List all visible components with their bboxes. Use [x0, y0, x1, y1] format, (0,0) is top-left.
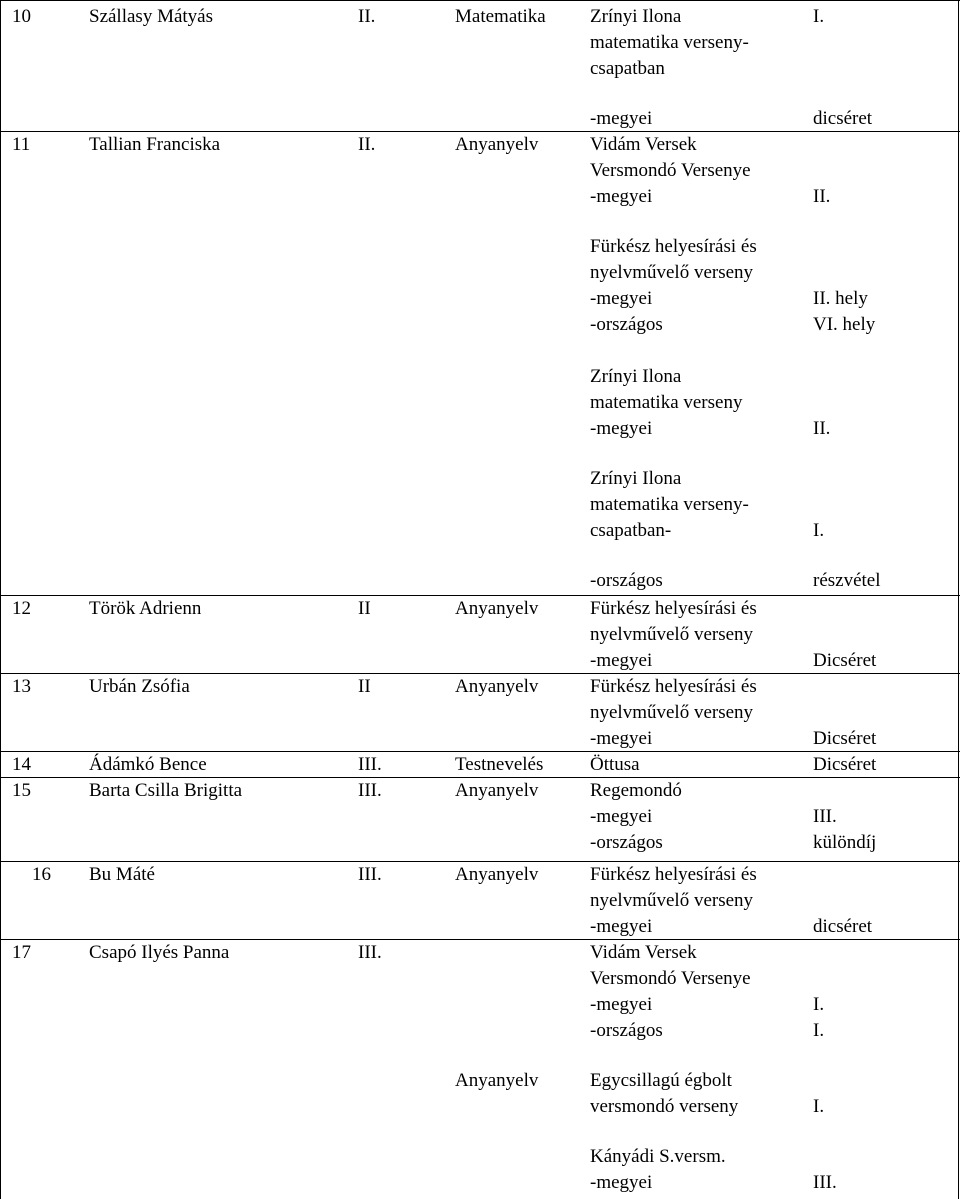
subject: Anyanyelv [455, 134, 539, 155]
subject: Anyanyelv [455, 780, 539, 801]
competition-line: nyelvművelő verseny [590, 262, 754, 283]
competition-line: csapatban- [590, 520, 672, 541]
competition-line: -országos [590, 570, 663, 591]
grade: III. [358, 780, 382, 801]
result: részvétel [813, 570, 881, 591]
result: II. [813, 418, 831, 439]
result: dicséret [813, 916, 873, 937]
result: VI. hely [813, 314, 876, 335]
competition-line: Fürkész helyesírási és [590, 676, 757, 697]
row-number: 14 [12, 754, 31, 775]
subject: Matematika [455, 6, 546, 27]
row-number: 13 [12, 676, 31, 697]
row-number: 17 [12, 942, 31, 963]
competition-line: -megyei [590, 650, 653, 671]
student-name: Csapó Ilyés Panna [89, 942, 230, 963]
competition-line: -országos [590, 314, 663, 335]
row-number: 16 [32, 864, 51, 885]
competition-line: -megyei [590, 418, 653, 439]
student-name: Urbán Zsófia [89, 676, 190, 697]
student-name: Barta Csilla Brigitta [89, 780, 243, 801]
competition-line: Fürkész helyesírási és [590, 864, 757, 885]
competition-line: Egycsillagú égbolt [590, 1070, 732, 1091]
grade: II. [358, 6, 376, 27]
result: Dicséret [813, 728, 877, 749]
competition-line: Regemondó [590, 780, 682, 801]
grade: III. [358, 864, 382, 885]
competition-line: Fürkész helyesírási és [590, 236, 757, 257]
result: különdíj [813, 832, 877, 853]
competition-line: Vidám Versek [590, 134, 697, 155]
grade: II. [358, 134, 376, 155]
competition-line: csapatban [590, 58, 665, 79]
result: Dicséret [813, 650, 877, 671]
competition-line: -megyei [590, 994, 653, 1015]
competition-line: Zrínyi Ilona [590, 6, 682, 27]
table-border-right [958, 0, 959, 1199]
subject: Anyanyelv [455, 864, 539, 885]
competition-line: Fürkész helyesírási és [590, 598, 757, 619]
student-name: Török Adrienn [89, 598, 202, 619]
competition-line: Zrínyi Ilona [590, 366, 682, 387]
result: I. [813, 6, 825, 27]
student-name: Szállasy Mátyás [89, 6, 214, 27]
grade: III. [358, 754, 382, 775]
competition-line: -országos [590, 832, 663, 853]
competition-line: matematika verseny- [590, 32, 749, 53]
subject: Anyanyelv [455, 676, 539, 697]
competition-line: nyelvművelő verseny [590, 890, 754, 911]
grade: III. [358, 942, 382, 963]
competition-line: Öttusa [590, 754, 640, 775]
competition-line: -megyei [590, 728, 653, 749]
competition-line: matematika verseny- [590, 494, 749, 515]
competition-line: nyelvművelő verseny [590, 702, 754, 723]
competition-line: Vidám Versek [590, 942, 697, 963]
subject: Anyanyelv [455, 598, 539, 619]
subject: Anyanyelv [455, 1070, 539, 1091]
result: dicséret [813, 108, 873, 129]
competition-line: matematika verseny [590, 392, 743, 413]
result: I. [813, 1020, 825, 1041]
row-number: 10 [12, 6, 31, 27]
competition-line: nyelvművelő verseny [590, 624, 754, 645]
competition-line: -országos [590, 1020, 663, 1041]
competition-line: -megyei [590, 916, 653, 937]
competition-line: Zrínyi Ilona [590, 468, 682, 489]
competition-line: Kányádi S.versm. [590, 1146, 726, 1167]
grade: II [358, 598, 371, 619]
row-number: 11 [12, 134, 31, 155]
competition-line: versmondó verseny [590, 1096, 739, 1117]
result: I. [813, 520, 825, 541]
result: II. hely [813, 288, 868, 309]
competition-line: -megyei [590, 288, 653, 309]
student-name: Tallian Franciska [89, 134, 221, 155]
competition-line: -megyei [590, 108, 653, 129]
result: I. [813, 994, 825, 1015]
row-number: 15 [12, 780, 31, 801]
result: I. [813, 1096, 825, 1117]
competition-line: Versmondó Versenye [590, 968, 751, 989]
grade: II [358, 676, 371, 697]
result: II. [813, 186, 831, 207]
competition-line: -megyei [590, 186, 653, 207]
result: III. [813, 1172, 837, 1193]
competition-line: Versmondó Versenye [590, 160, 751, 181]
row-number: 12 [12, 598, 31, 619]
row-border [0, 0, 960, 1]
competition-line: -megyei [590, 806, 653, 827]
subject: Testnevelés [455, 754, 544, 775]
result: III. [813, 806, 837, 827]
student-name: Bu Máté [89, 864, 155, 885]
competition-line: -megyei [590, 1172, 653, 1193]
result: Dicséret [813, 754, 877, 775]
table-border-left [0, 0, 1, 1199]
student-name: Ádámkó Bence [89, 754, 207, 775]
